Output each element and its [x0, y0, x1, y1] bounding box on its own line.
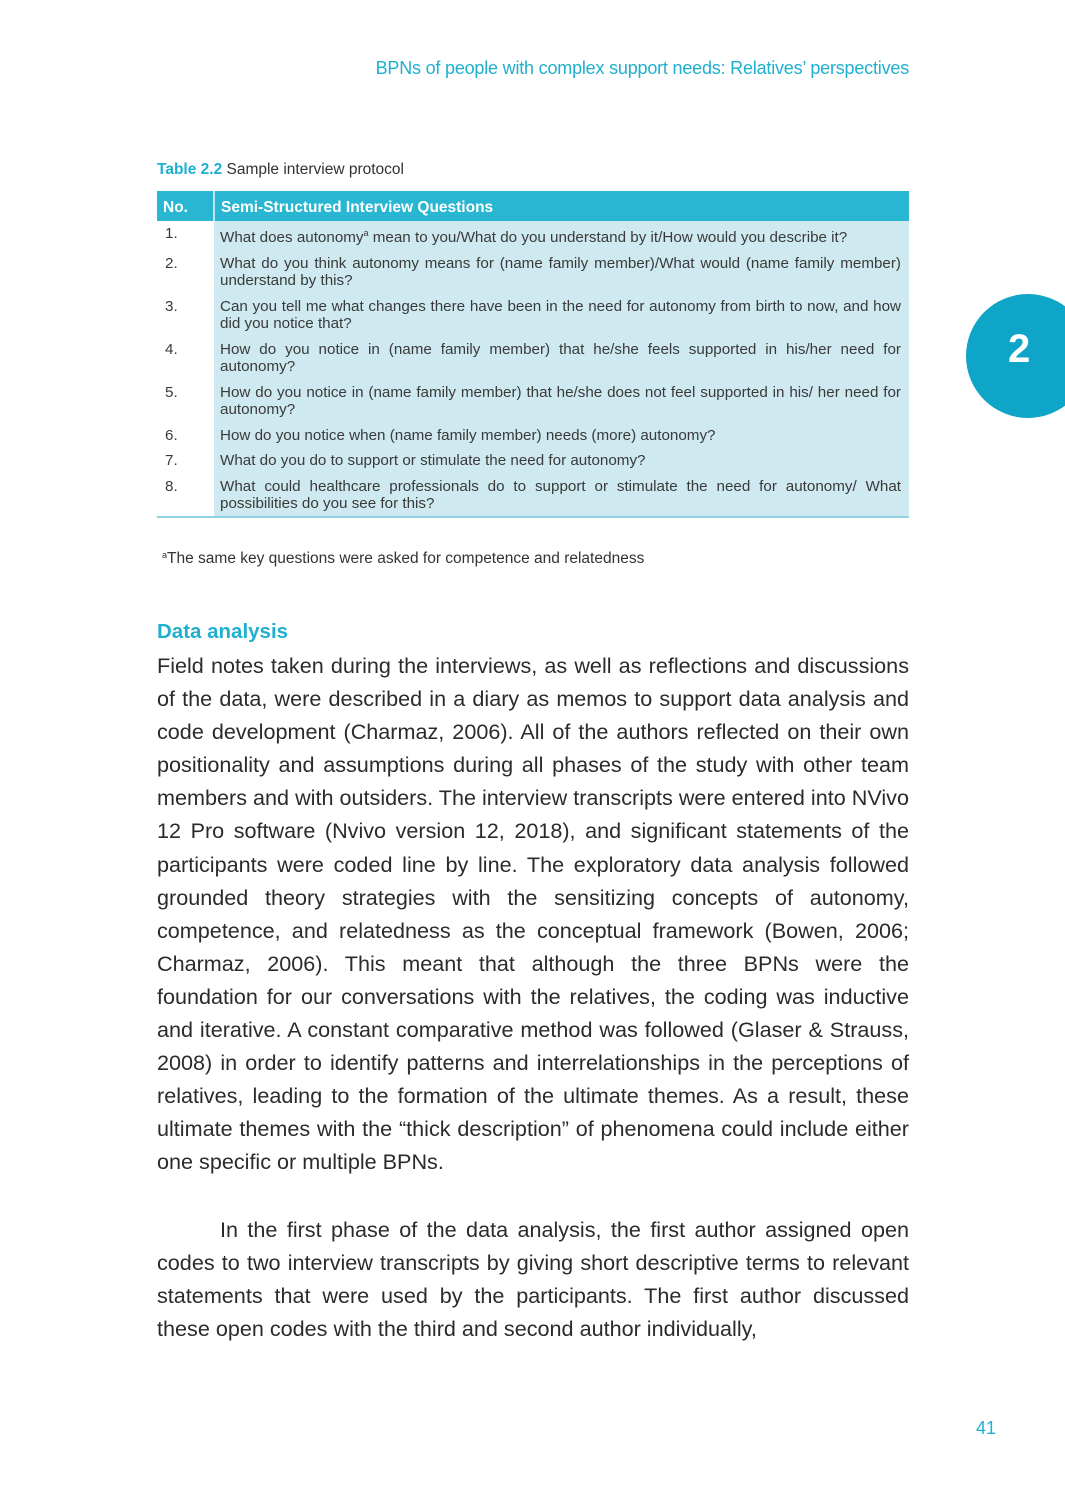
table-label: Table 2.2	[157, 161, 223, 178]
section-heading: Data analysis	[157, 620, 289, 643]
interview-protocol-table	[157, 191, 909, 518]
page-number: 41	[976, 1418, 997, 1438]
column-header-questions: Semi-Structured Interview Questions	[214, 191, 909, 221]
row-number: 7.	[157, 448, 214, 474]
table-row	[157, 251, 909, 294]
row-number: 8.	[157, 474, 214, 517]
row-question: Can you tell me what changes there have been in the need for autonomy from birth to now, and how did you notice that?	[214, 294, 909, 337]
row-question: What could healthcare professionals do to support or stimulate the need for autonomy/ What possibilities do you see for this?	[214, 474, 909, 517]
row-number: 5.	[157, 380, 214, 423]
footnote-marker: a	[363, 228, 369, 238]
running-head: BPNs of people with complex support needs: Relatives’ perspectives	[375, 58, 909, 78]
table-row	[157, 221, 909, 251]
row-question: What do you think autonomy means for (name family member)/What would (name family member) understand by this?	[214, 251, 909, 294]
chapter-number: 2	[1008, 327, 1031, 371]
row-question: What do you do to support or stimulate the need for autonomy?	[214, 448, 909, 474]
table-row	[157, 380, 909, 423]
footnote-marker: a	[162, 550, 168, 560]
table-footnote	[162, 550, 644, 568]
table-row	[157, 448, 909, 474]
row-number: 3.	[157, 294, 214, 337]
question-text: mean to you/What do you understand by it/How would you describe it?	[368, 229, 848, 247]
footnote-text: The same key questions were asked for competence and relatedness	[167, 550, 645, 567]
row-number: 6.	[157, 423, 214, 449]
row-question	[214, 221, 909, 251]
body-paragraph: Field notes taken during the interviews, as well as reflections and discussions of the data, were described in a diary as memos to support data analysis and code development (Charmaz, 2006). All of the authors reflected on their own positionality and assumptions during all phases of the study with other team members and with outsiders. The interview transcripts were entered into NVivo 12 Pro software (Nvivo version 12, 2018), and significant statements of the participants were coded line by line. The exploratory data analysis followed grounded theory strategies with the sensitizing concepts of autonomy, competence, and relatedness as the conceptual framework (Bowen, 2006; Charmaz, 2006). This meant that although the three BPNs were the foundation for our conversations with the relatives, the coding was inductive and iterative. A constant comparative method was followed (Glaser & Strauss, 2008) in order to identify patterns and interrelationships in the perceptions of relatives, leading to the formation of the ultimate themes. As a result, these ultimate themes with the “thick description” of phenomena could include either one specific or multiple BPNs.	[157, 653, 909, 1175]
row-number: 2.	[157, 251, 214, 294]
row-number: 1.	[157, 221, 214, 251]
table-row	[157, 423, 909, 449]
table-row	[157, 474, 909, 517]
question-text: What does autonomy	[220, 229, 364, 247]
table-header-row	[157, 191, 909, 221]
chapter-tab	[966, 294, 1065, 418]
body-paragraph: In the first phase of the data analysis, the first author assigned open codes to two interview transcripts by giving short descriptive terms to relevant statements that were used by the participants. The first author discussed these open codes with the third and second author individually,	[157, 1217, 909, 1342]
table-caption-text: Sample interview protocol	[222, 161, 404, 178]
row-question: How do you notice when (name family member) needs (more) autonomy?	[214, 423, 909, 449]
table-caption	[157, 161, 404, 179]
table-row	[157, 294, 909, 337]
column-header-no: No.	[157, 191, 214, 221]
row-number: 4.	[157, 337, 214, 380]
row-question: How do you notice in (name family member) that he/she does not feel supported in his/ her need for autonomy?	[214, 380, 909, 423]
table-row	[157, 337, 909, 380]
row-question: How do you notice in (name family member) that he/she feels supported in his/her need for autonomy?	[214, 337, 909, 380]
